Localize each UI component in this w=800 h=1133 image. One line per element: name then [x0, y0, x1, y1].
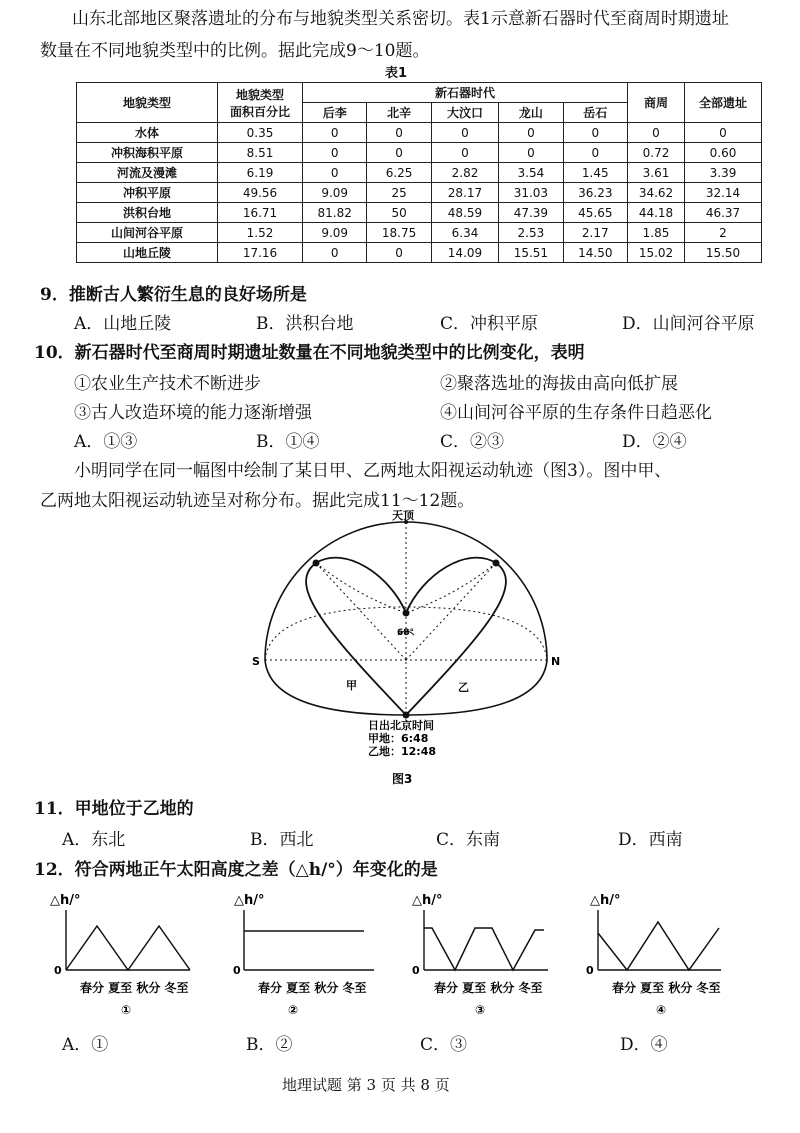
q10-option-b[interactable]: B．①④	[256, 432, 320, 452]
table-cell: 46.37	[685, 203, 762, 223]
table-cell: 1.85	[628, 223, 685, 243]
table-cell: 0	[499, 123, 563, 143]
header-landform-type: 地貌类型	[77, 83, 218, 123]
intersection-dot	[403, 610, 410, 617]
graph-2-ylabel: △h/°	[234, 893, 265, 908]
jia-label: 甲	[346, 679, 357, 692]
table-cell: 2.53	[499, 223, 563, 243]
q10-option-a[interactable]: A．①③	[74, 432, 138, 452]
graph-number: ④	[656, 1003, 667, 1017]
table-cell: 16.71	[218, 203, 303, 223]
table-cell: 9.09	[303, 183, 367, 203]
q10-statement-3: ③古人改造环境的能力逐渐增强	[74, 403, 312, 423]
x-labels: 春分 夏至 秋分 冬至	[80, 981, 189, 995]
table-cell: 32.14	[685, 183, 762, 203]
row-label: 冲积海积平原	[77, 143, 218, 163]
table-row	[77, 203, 762, 223]
figure-3-sun-path-diagram	[240, 505, 570, 790]
yi-label: 乙	[458, 681, 469, 694]
subheader-dawenkou: 大汶口	[431, 103, 498, 123]
header-shangzhou: 商周	[628, 83, 685, 123]
graph-number: ③	[475, 1003, 486, 1017]
table-cell: 15.02	[628, 243, 685, 263]
table-caption: 表1	[385, 66, 408, 81]
q9-option-b[interactable]: B．洪积台地	[256, 314, 354, 334]
table-cell: 18.75	[367, 223, 431, 243]
table-cell: 0.72	[628, 143, 685, 163]
q12-stem: 12．符合两地正午太阳高度之差（△h/°）年变化的是	[34, 860, 438, 880]
table-cell: 14.50	[563, 243, 627, 263]
intro-1-line-1: 山东北部地区聚落遗址的分布与地貌类型关系密切。表1示意新石器时代至商周时期遗址	[72, 9, 729, 29]
graph-number: ②	[288, 1003, 299, 1017]
table-cell: 34.62	[628, 183, 685, 203]
row-label: 河流及漫滩	[77, 163, 218, 183]
table-row	[77, 183, 762, 203]
header-area-line-1: 地貌类型	[235, 87, 284, 102]
jia-dotted-curve	[316, 563, 406, 613]
yi-dotted-curve	[406, 563, 496, 613]
graph-1	[50, 888, 210, 1020]
table-cell: 0	[499, 143, 563, 163]
q9-option-a[interactable]: A．山地丘陵	[74, 314, 172, 334]
q11-option-a[interactable]: A．东北	[62, 830, 126, 850]
header-area-percent	[218, 83, 303, 123]
graph-4	[576, 888, 746, 1020]
subheader-yueshi: 岳石	[563, 103, 627, 123]
table-cell: 0	[303, 123, 367, 143]
sunrise-title: 日出北京时间	[368, 719, 434, 732]
table-cell: 0	[685, 123, 762, 143]
row-label: 山地丘陵	[77, 243, 218, 263]
table-cell: 1.52	[218, 223, 303, 243]
table-cell: 28.17	[431, 183, 498, 203]
table-cell: 36.23	[563, 183, 627, 203]
row-label: 冲积平原	[77, 183, 218, 203]
x-labels: 春分 夏至 秋分 冬至	[258, 981, 367, 995]
graph-3-ylabel: △h/°	[412, 893, 443, 908]
table-cell: 14.09	[431, 243, 498, 263]
table-cell: 15.51	[499, 243, 563, 263]
q12-option-d[interactable]: D．④	[620, 1035, 668, 1055]
table-cell: 47.39	[499, 203, 563, 223]
table-cell: 49.56	[218, 183, 303, 203]
angle-label: 68°	[397, 628, 415, 638]
row-label: 山间河谷平原	[77, 223, 218, 243]
north-label: N	[551, 655, 561, 668]
table-cell: 25	[367, 183, 431, 203]
table-cell: 0	[303, 163, 367, 183]
table-cell: 0	[431, 123, 498, 143]
table-cell: 3.61	[628, 163, 685, 183]
table-cell: 44.18	[628, 203, 685, 223]
zero-label: 0	[54, 964, 62, 977]
table-cell: 2.17	[563, 223, 627, 243]
table-cell: 0	[431, 143, 498, 163]
table-cell: 0	[563, 143, 627, 163]
table-cell: 50	[367, 203, 431, 223]
jia-altitude-line	[316, 563, 406, 660]
yi-sun-path	[406, 558, 506, 715]
subheader-beixin: 北辛	[367, 103, 431, 123]
q11-option-d[interactable]: D．西南	[618, 830, 683, 850]
graph-3	[408, 888, 568, 1020]
x-labels: 春分 夏至 秋分 冬至	[612, 981, 721, 995]
table-cell: 0.60	[685, 143, 762, 163]
zenith-label: 天顶	[392, 509, 414, 522]
table-cell: 1.45	[563, 163, 627, 183]
yi-noon-sun-dot	[493, 560, 500, 567]
q10-statement-2: ②聚落选址的海拔由高向低扩展	[440, 374, 678, 394]
q10-stem: 10．新石器时代至商周时期遗址数量在不同地貌类型中的比例变化，表明	[34, 343, 585, 363]
q11-stem: 11．甲地位于乙地的	[34, 799, 194, 819]
row-label: 洪积台地	[77, 203, 218, 223]
table-cell: 9.09	[303, 223, 367, 243]
table-cell: 0	[563, 123, 627, 143]
landform-table	[76, 82, 762, 263]
table-cell: 0.35	[218, 123, 303, 143]
q12-option-a[interactable]: A．①	[62, 1035, 109, 1055]
graph-number: ①	[121, 1003, 132, 1017]
table-cell: 0	[367, 123, 431, 143]
table-cell: 6.19	[218, 163, 303, 183]
table-cell: 31.03	[499, 183, 563, 203]
q9-option-c[interactable]: C．冲积平原	[440, 314, 539, 334]
table-cell: 0	[367, 243, 431, 263]
q11-option-b[interactable]: B．西北	[250, 830, 314, 850]
zero-label: 0	[233, 964, 241, 977]
header-all-sites: 全部遗址	[685, 83, 762, 123]
figure-3-caption: 图3	[392, 772, 413, 786]
q9-option-d[interactable]: D．山间河谷平原	[622, 314, 755, 334]
header-neolithic: 新石器时代	[303, 83, 628, 103]
graph-4-ylabel: △h/°	[590, 893, 621, 908]
table-cell: 0	[303, 243, 367, 263]
table-cell: 0	[303, 143, 367, 163]
q12-option-c[interactable]: C．③	[420, 1035, 468, 1055]
jia-noon-sun-dot	[313, 560, 320, 567]
table-cell: 2	[685, 223, 762, 243]
graph-2	[234, 888, 394, 1020]
table-cell: 48.59	[431, 203, 498, 223]
table-cell: 17.16	[218, 243, 303, 263]
table-cell: 3.54	[499, 163, 563, 183]
row-label: 水体	[77, 123, 218, 143]
south-label: S	[252, 655, 260, 668]
q11-option-c[interactable]: C．东南	[436, 830, 501, 850]
table-cell: 2.82	[431, 163, 498, 183]
q10-statement-4: ④山间河谷平原的生存条件日趋恶化	[440, 403, 712, 423]
intro-2-line-1: 小明同学在同一幅图中绘制了某日甲、乙两地太阳视运动轨迹（图3）。图中甲、	[74, 461, 672, 481]
table-cell: 45.65	[563, 203, 627, 223]
subheader-longshan: 龙山	[499, 103, 563, 123]
intro-1-line-2: 数量在不同地貌类型中的比例。据此完成9～10题。	[40, 41, 430, 61]
table-cell: 6.25	[367, 163, 431, 183]
table-row	[77, 223, 762, 243]
x-labels: 春分 夏至 秋分 冬至	[434, 981, 543, 995]
q9-stem: 9．推断古人繁衍生息的良好场所是	[40, 285, 307, 305]
table-row	[77, 243, 762, 263]
table-row	[77, 163, 762, 183]
q12-option-b[interactable]: B．②	[246, 1035, 293, 1055]
table-row	[77, 123, 762, 143]
table-cell: 81.82	[303, 203, 367, 223]
sunrise-yi: 乙地：12:48	[368, 745, 437, 758]
q10-statement-1: ①农业生产技术不断进步	[74, 374, 261, 394]
graph-1-ylabel: △h/°	[50, 893, 81, 908]
yi-altitude-line	[406, 563, 496, 660]
zero-label: 0	[586, 964, 594, 977]
sunrise-point-dot	[403, 712, 410, 719]
intro-2-line-2: 乙两地太阳视运动轨迹呈对称分布。据此完成11～12题。	[40, 491, 475, 511]
header-area-line-2: 面积百分比	[229, 104, 290, 119]
sunrise-jia: 甲地：6:48	[368, 732, 429, 745]
subheader-houli: 后李	[303, 103, 367, 123]
table-cell: 3.39	[685, 163, 762, 183]
q10-option-c[interactable]: C．②③	[440, 432, 505, 452]
table-cell: 6.34	[431, 223, 498, 243]
graph-3-curve	[424, 928, 544, 970]
table-cell: 0	[367, 143, 431, 163]
graph-4-curve	[598, 922, 719, 970]
q10-option-d[interactable]: D．②④	[622, 432, 687, 452]
table-row	[77, 143, 762, 163]
graph-1-curve	[66, 926, 190, 970]
table-cell: 15.50	[685, 243, 762, 263]
page-footer: 地理试题 第 3 页 共 8 页	[282, 1076, 450, 1094]
table-cell: 0	[628, 123, 685, 143]
zero-label: 0	[412, 964, 420, 977]
table-cell: 8.51	[218, 143, 303, 163]
